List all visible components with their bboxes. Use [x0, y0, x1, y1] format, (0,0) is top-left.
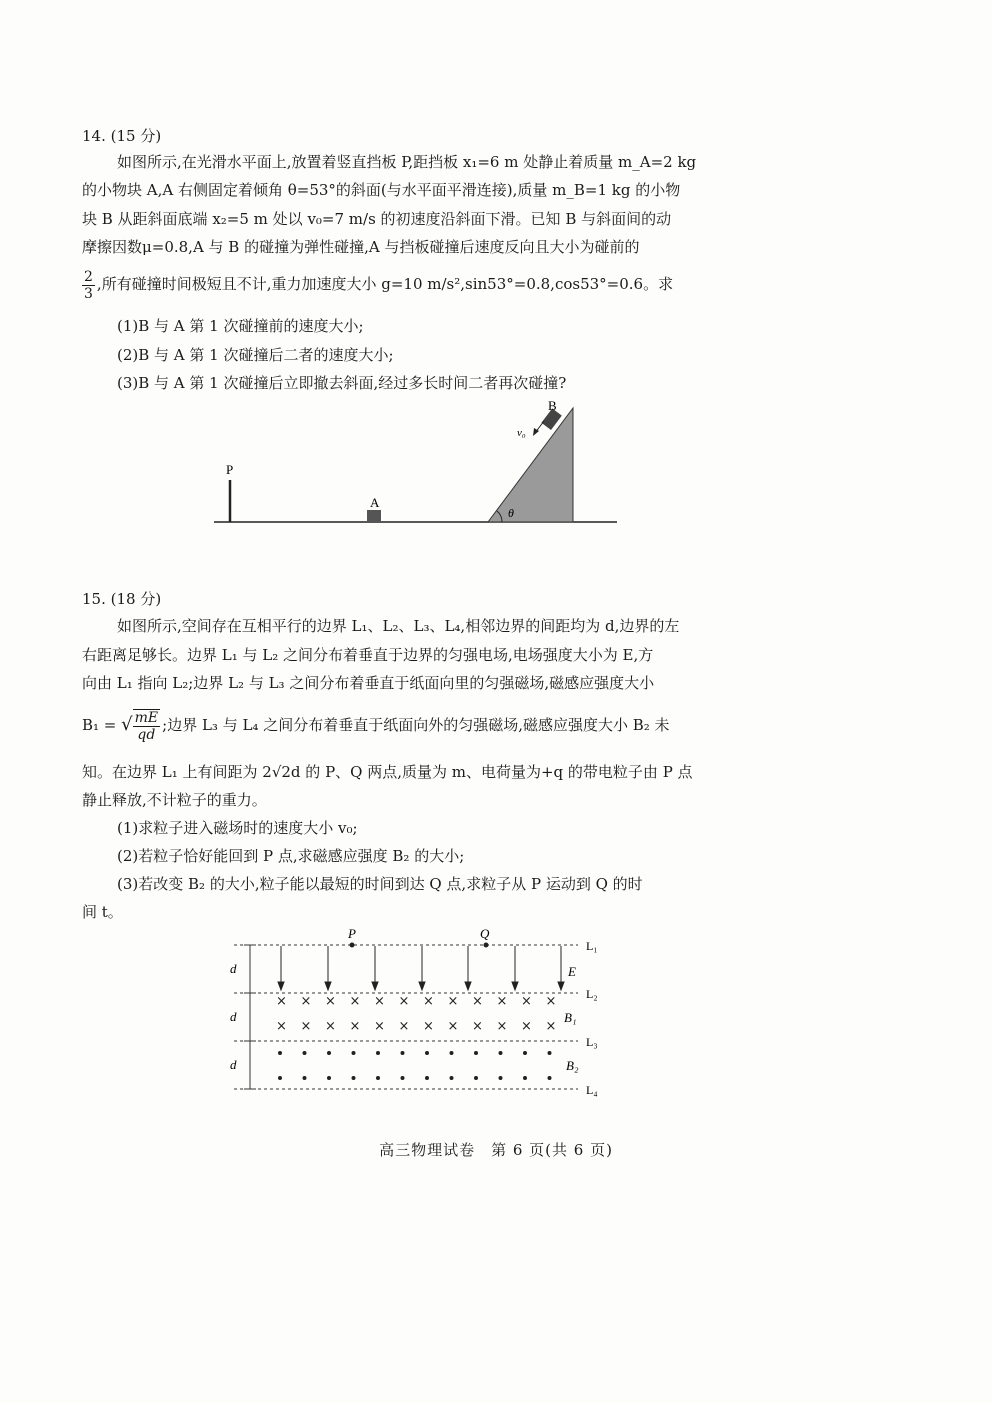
q15-line-1: 如图所示,空间存在互相平行的边界 L₁、L₂、L₃、L₄,相邻边界的间距均为 d,边界的左: [117, 617, 680, 635]
b-into-symbol: ×: [349, 994, 361, 1009]
q14-subquestion-1: (1)B 与 A 第 1 次碰撞前的速度大小;: [117, 317, 364, 335]
b-into-symbol: ×: [398, 1019, 410, 1034]
magnetic-field-out-of-page: [278, 1051, 552, 1080]
q15-line-2: 右距离足够长。边界 L₁ 与 L₂ 之间分布着垂直于边界的匀强电场,电场强度大小为 E,方: [82, 646, 654, 664]
b-into-symbol: ×: [374, 994, 385, 1009]
b-into-symbol: ×: [325, 1019, 336, 1034]
b-out-symbol: [425, 1076, 429, 1080]
label-b: B: [548, 398, 557, 413]
page-footer: 高三物理试卷 第 6 页(共 6 页): [379, 1141, 613, 1159]
q15-line-3: 向由 L₁ 指向 L₂;边界 L₂ 与 L₃ 之间分布着垂直于纸面向里的匀强磁场,磁感应强度大小: [82, 674, 655, 692]
q15-subquestion-3b: 间 t。: [82, 903, 123, 921]
label-l1: L₁: [586, 939, 598, 953]
b-out-symbol: [499, 1076, 503, 1080]
b-out-symbol: [523, 1051, 527, 1055]
b-out-symbol: [352, 1076, 356, 1080]
dim-d-1: d: [230, 961, 237, 976]
electric-field-arrows: [278, 946, 564, 990]
b-into-symbol: ×: [276, 1019, 287, 1034]
b-out-symbol: [303, 1076, 307, 1080]
q14-line-3: 块 B 从距斜面底端 x₂=5 m 处以 v₀=7 m/s 的初速度沿斜面下滑。已知 B 与斜面间的动: [82, 210, 672, 228]
b-out-symbol: [450, 1051, 454, 1055]
b-into-symbol: ×: [496, 994, 508, 1009]
b-out-symbol: [523, 1076, 527, 1080]
b-out-symbol: [499, 1051, 503, 1055]
b-into-symbol: ×: [521, 1019, 532, 1034]
b-into-symbol: ×: [472, 1019, 483, 1034]
b-into-symbol: ×: [545, 1019, 557, 1034]
q15-line-4: B₁ = √ $\frac{mE}{qd}$ ;边界 L₃ 与 L₄ 之间分布着垂直于纸面向外的匀强磁场,磁感应强度大小 B₂ 未: [82, 710, 670, 743]
b-out-symbol: [376, 1076, 380, 1080]
q15-subquestion-2: (2)若粒子恰好能回到 P 点,求磁感应强度 B₂ 的大小;: [117, 847, 465, 865]
b-into-symbol: ×: [398, 994, 410, 1009]
b-out-symbol: [548, 1076, 552, 1080]
q15-subquestion-1: (1)求粒子进入磁场时的速度大小 v₀;: [117, 819, 358, 837]
b-out-symbol: [278, 1051, 282, 1055]
b-out-symbol: [376, 1051, 380, 1055]
point-p: [350, 943, 355, 948]
fraction-two-thirds: $\frac{2}{3}$: [84, 268, 93, 302]
magnetic-field-into-page: [276, 994, 556, 1034]
b-into-symbol: ×: [325, 994, 336, 1009]
b-into-symbol: ×: [423, 994, 434, 1009]
point-q: [484, 943, 489, 948]
q14-subquestion-2: (2)B 与 A 第 1 次碰撞后二者的速度大小;: [117, 346, 394, 364]
b-into-symbol: ×: [521, 994, 532, 1009]
q14-line-1: 如图所示,在光滑水平面上,放置着竖直挡板 P,距挡板 x₁=6 m 处静止着质量 m_A=2 kg: [117, 153, 697, 171]
b-into-symbol: ×: [447, 1019, 459, 1034]
label-l2: L₂: [586, 987, 598, 1001]
b-out-symbol: [450, 1076, 454, 1080]
label-b2: B₂: [566, 1058, 579, 1073]
label-l3: L₃: [586, 1035, 598, 1049]
b-into-symbol: ×: [349, 1019, 361, 1034]
b-into-symbol: ×: [300, 1019, 312, 1034]
b-out-symbol: [327, 1051, 331, 1055]
b-out-symbol: [327, 1076, 331, 1080]
b-out-symbol: [474, 1051, 478, 1055]
q14-line-5: $\frac{2}{3}$ ,所有碰撞时间极短且不计,重力加速度大小 g=10 m/s²,sin53°=0.8,cos53°=0.6。求: [84, 268, 674, 302]
dim-d-2: d: [230, 1009, 237, 1024]
b-out-symbol: [474, 1076, 478, 1080]
b-out-symbol: [401, 1076, 405, 1080]
label-point-q: Q: [480, 926, 490, 941]
q14-subquestion-3: (3)B 与 A 第 1 次碰撞后立即撤去斜面,经过多长时间二者再次碰撞?: [117, 374, 567, 392]
sqrt-fraction: $\frac{mE}{qd}$: [134, 710, 159, 743]
q14-line-4: 摩擦因数μ=0.8,A 与 B 的碰撞为弹性碰撞,A 与挡板碰撞后速度反向且大小为碰前的: [82, 238, 640, 256]
q15-heading: 15. (18 分): [82, 590, 162, 608]
label-p: P: [226, 462, 234, 477]
b-into-symbol: ×: [496, 1019, 508, 1034]
b-out-symbol: [401, 1051, 405, 1055]
label-point-p: P: [348, 926, 356, 941]
label-e: E: [568, 964, 576, 979]
b-out-symbol: [352, 1051, 356, 1055]
label-b1: B₁: [564, 1010, 577, 1025]
label-v0: v₀: [517, 427, 526, 439]
b-into-symbol: ×: [374, 1019, 385, 1034]
b-into-symbol: ×: [447, 994, 459, 1009]
b-out-symbol: [425, 1051, 429, 1055]
label-l4: L₄: [586, 1083, 598, 1097]
b-into-symbol: ×: [472, 994, 483, 1009]
q14-line-2: 的小物块 A,A 右侧固定着倾角 θ=53°的斜面(与水平面平滑连接),质量 m_B=1 kg 的小物: [82, 181, 681, 199]
label-a: A: [370, 495, 380, 510]
b-out-symbol: [278, 1076, 282, 1080]
q15-line-5: 知。在边界 L₁ 上有间距为 2√2d 的 P、Q 两点,质量为 m、电荷量为+q 的带电粒子由 P 点: [82, 763, 693, 781]
dimension-markers: [244, 945, 256, 1089]
q14-heading: 14. (15 分): [82, 127, 162, 145]
b-into-symbol: ×: [423, 1019, 434, 1034]
b-out-symbol: [303, 1051, 307, 1055]
boundary-lines: [234, 945, 578, 1089]
b-into-symbol: ×: [545, 994, 557, 1009]
dim-d-3: d: [230, 1057, 237, 1072]
b-into-symbol: ×: [300, 994, 312, 1009]
b-into-symbol: ×: [276, 994, 287, 1009]
label-theta: θ: [508, 506, 514, 520]
q15-line-6: 静止释放,不计粒子的重力。: [82, 791, 267, 809]
q15-subquestion-3a: (3)若改变 B₂ 的大小,粒子能以最短的时间到达 Q 点,求粒子从 P 运动到 Q 的时: [117, 875, 643, 893]
b-out-symbol: [548, 1051, 552, 1055]
